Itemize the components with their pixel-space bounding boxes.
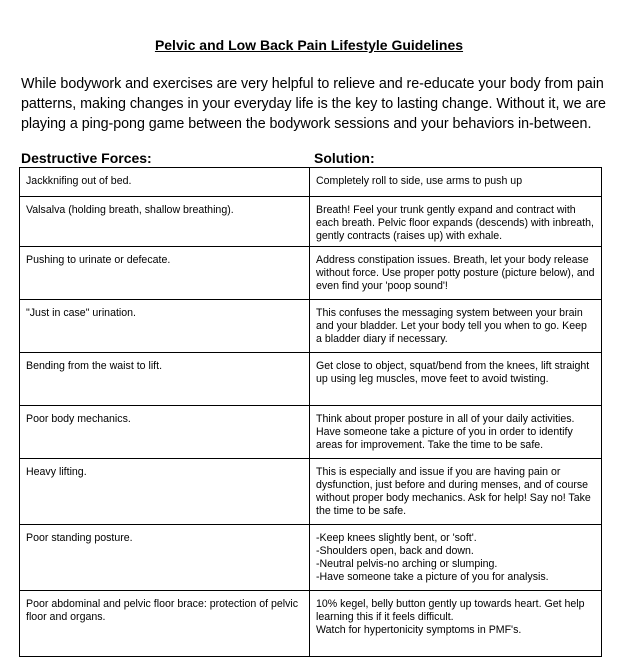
destructive-force-cell: Valsalva (holding breath, shallow breathing). <box>20 197 310 247</box>
solution-cell: -Keep knees slightly bent, or 'soft'. -Shoulders open, back and down. -Neutral pelvis-no arching or slumping. -Have someone take a picture of you for analysis. <box>310 525 602 591</box>
guidelines-table <box>19 167 602 657</box>
table-row <box>20 459 602 525</box>
solution-cell: This is especially and issue if you are having pain or dysfunction, just before and during menses, and of course without proper body mechanics. Ask for help! Say no! Take the time to be safe. <box>310 459 602 525</box>
solution-cell: This confuses the messaging system between your brain and your bladder. Let your body tell you when to go. Keep a bladder diary if necessary. <box>310 300 602 353</box>
intro-paragraph: While bodywork and exercises are very helpful to relieve and re-educate your body from pain patterns, making changes in your everyday life is the key to lasting change. Without it, we are playing a ping-pong game between the bodywork sessions and your behaviors in-between. <box>21 76 606 132</box>
table-row <box>20 591 602 657</box>
solution-cell: Address constipation issues. Breath, let your body release without force. Use proper potty posture (picture below), and even find your 'poop sound'! <box>310 247 602 300</box>
table-row <box>20 168 602 197</box>
table-row <box>20 353 602 406</box>
destructive-force-cell: Heavy lifting. <box>20 459 310 525</box>
solution-cell: Breath! Feel your trunk gently expand and contract with each breath. Pelvic floor expands (descends) with inbreath, gently contracts (raises up) with exhale. <box>310 197 602 247</box>
destructive-force-cell: "Just in case" urination. <box>20 300 310 353</box>
table-row <box>20 406 602 459</box>
destructive-force-cell: Poor standing posture. <box>20 525 310 591</box>
destructive-force-cell: Poor body mechanics. <box>20 406 310 459</box>
solution-cell: Completely roll to side, use arms to push up <box>310 168 602 197</box>
table-row <box>20 197 602 247</box>
column-header-solution: Solution: <box>314 150 375 166</box>
solution-cell: 10% kegel, belly button gently up towards heart. Get help learning this if it feels difficult. Watch for hypertonicity symptoms in PMF's. <box>310 591 602 657</box>
table-row <box>20 525 602 591</box>
solution-cell: Get close to object, squat/bend from the knees, lift straight up using leg muscles, move feet to avoid twisting. <box>310 353 602 406</box>
destructive-force-cell: Jackknifing out of bed. <box>20 168 310 197</box>
table-row <box>20 300 602 353</box>
column-header-destructive-forces: Destructive Forces: <box>21 150 152 166</box>
document-title: Pelvic and Low Back Pain Lifestyle Guidelines <box>154 37 464 53</box>
destructive-force-cell: Poor abdominal and pelvic floor brace: protection of pelvic floor and organs. <box>20 591 310 657</box>
table-row <box>20 247 602 300</box>
destructive-force-cell: Bending from the waist to lift. <box>20 353 310 406</box>
destructive-force-cell: Pushing to urinate or defecate. <box>20 247 310 300</box>
solution-cell: Think about proper posture in all of your daily activities. Have someone take a picture of you in order to identify areas for improvement. Take the time to be safe. <box>310 406 602 459</box>
